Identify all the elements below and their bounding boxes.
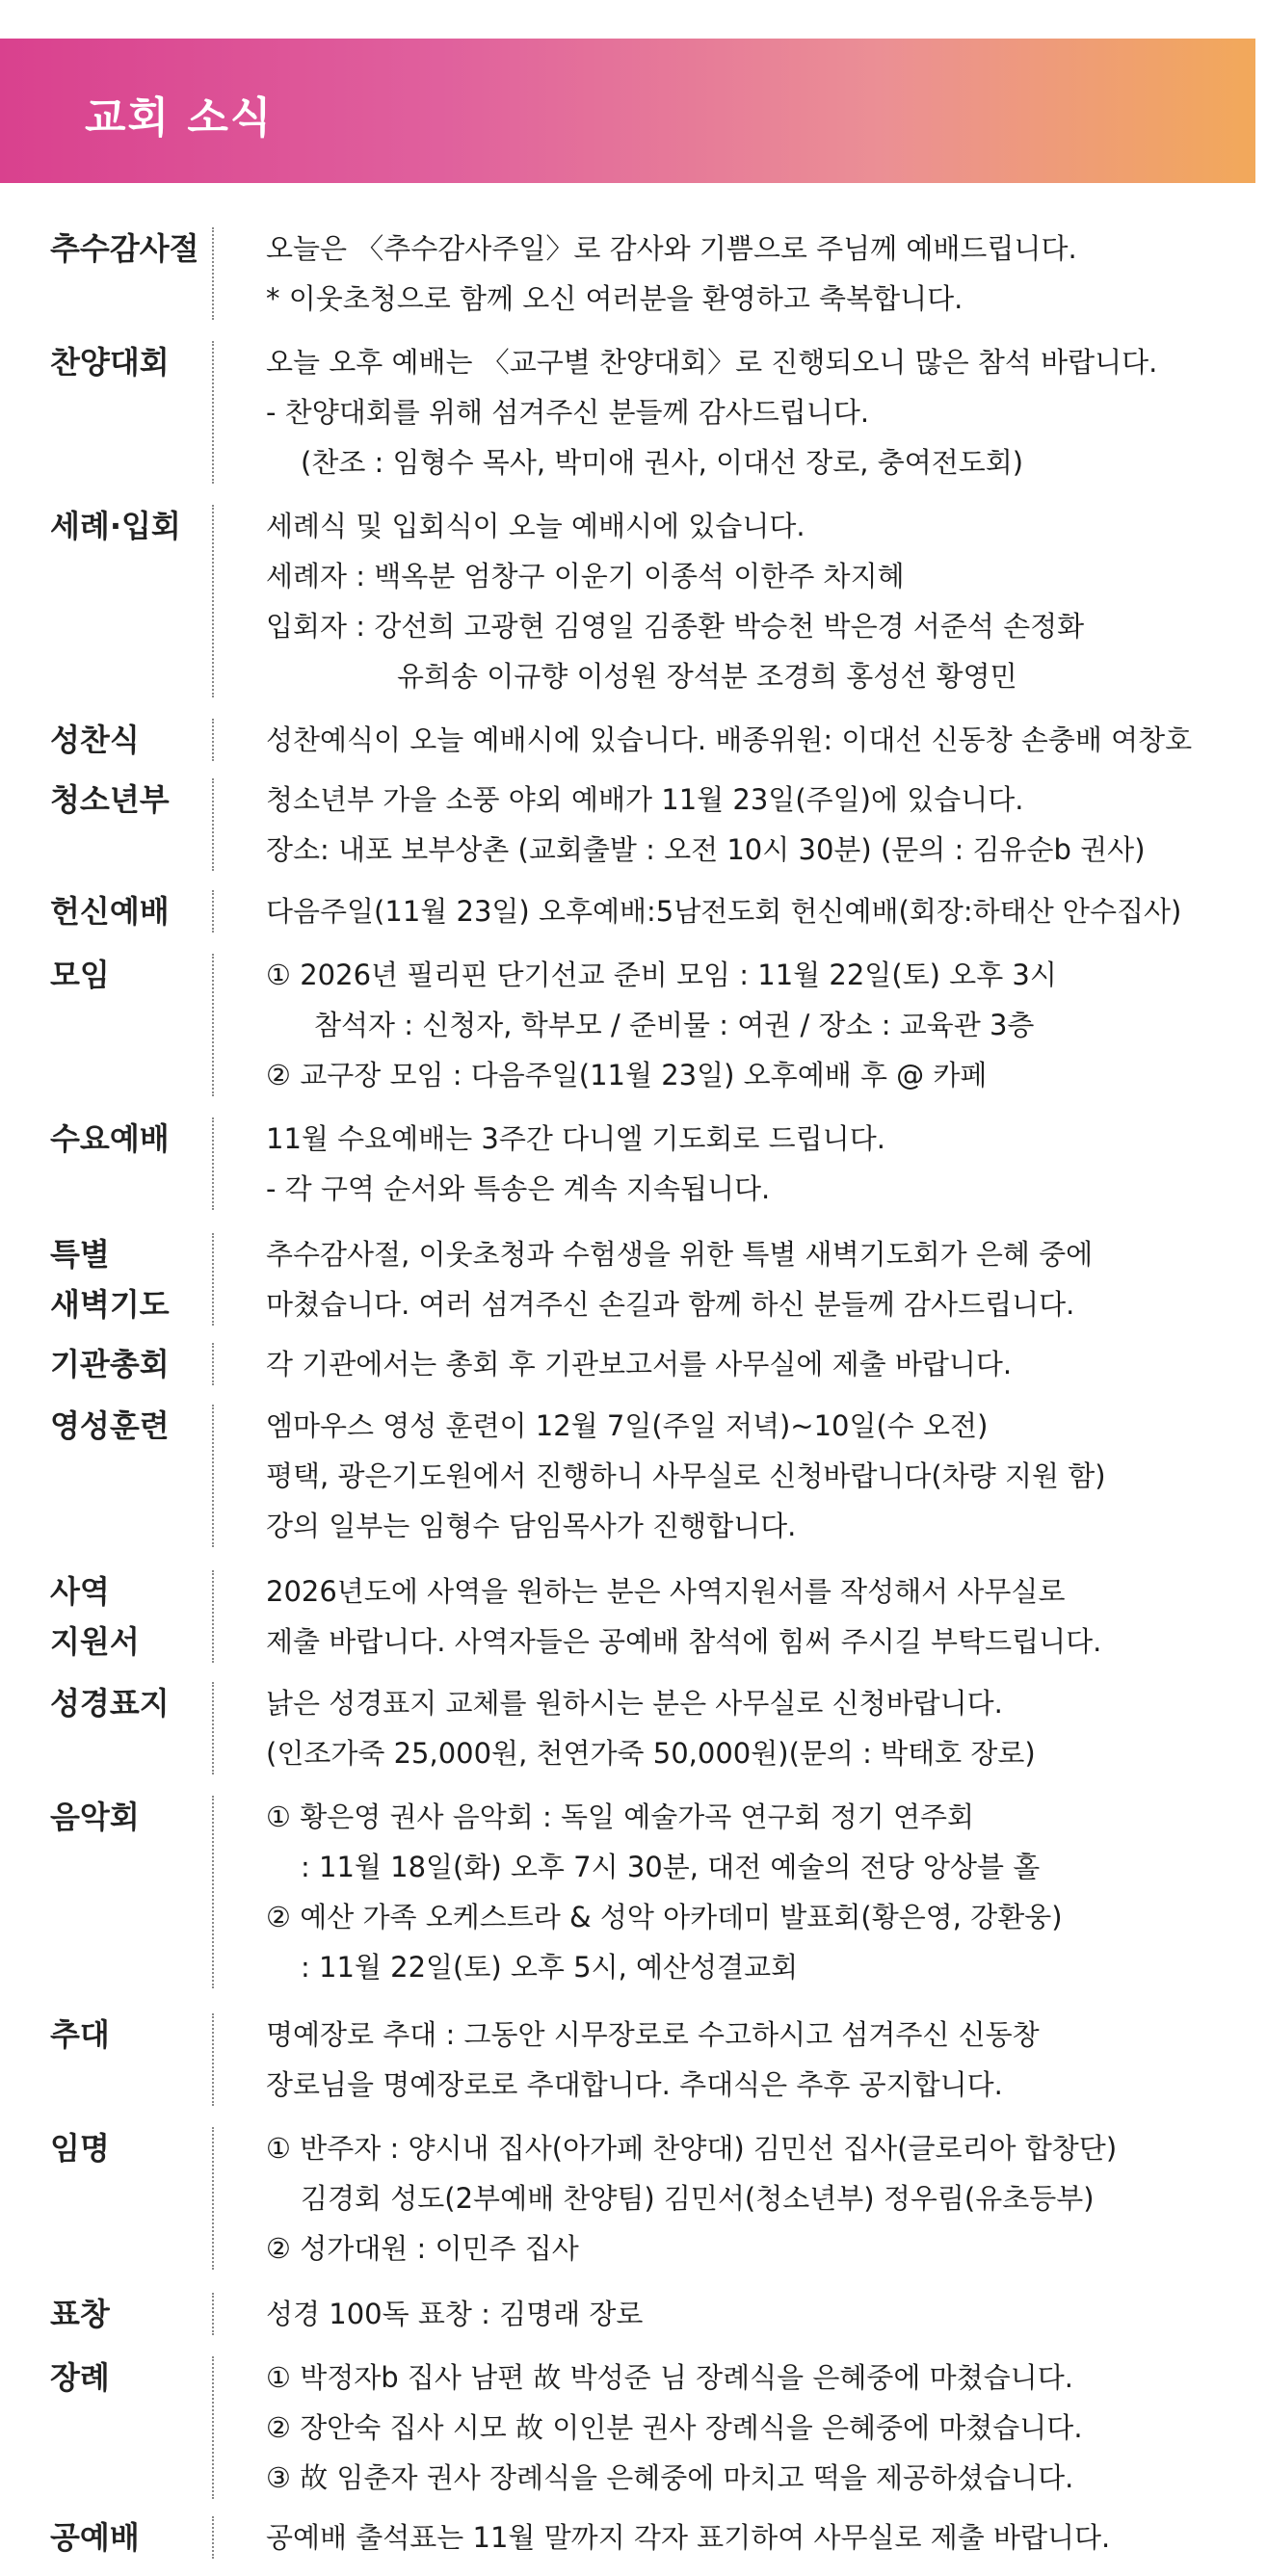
notice-label bbox=[50, 775, 200, 825]
notice-line: ② 교구장 모임 : 다음주일(11월 23일) 오후예배 후 @ 카페 bbox=[266, 1059, 988, 1091]
notice-label bbox=[50, 2512, 200, 2563]
dotted-divider bbox=[212, 1343, 214, 1385]
notice-label bbox=[50, 715, 200, 765]
notice-line: 세례식 및 입회식이 오늘 예배시에 있습니다. bbox=[266, 510, 805, 542]
notice-row bbox=[0, 2010, 1267, 2110]
notice-label bbox=[50, 223, 200, 274]
notice-list bbox=[0, 223, 1267, 2576]
notice-row bbox=[0, 950, 1267, 1100]
dotted-divider bbox=[212, 341, 214, 484]
dotted-divider bbox=[212, 719, 214, 761]
notice-content bbox=[266, 2512, 1239, 2563]
notice-row bbox=[0, 2123, 1267, 2274]
page-header bbox=[0, 39, 1255, 183]
notice-line: ② 장안숙 집사 시모 故 이인분 권사 장례식을 은혜중에 마쳤습니다. bbox=[266, 2411, 1083, 2444]
notice-content bbox=[266, 1401, 1239, 1551]
notice-line: 성찬예식이 오늘 예배시에 있습니다. 배종위원: 이대선 신동창 손충배 여창호 bbox=[266, 723, 1193, 756]
notice-label-text: 표창 bbox=[50, 2296, 110, 2332]
notice-line: 마쳤습니다. 여러 섬겨주신 손길과 함께 하신 분들께 감사드립니다. bbox=[266, 1288, 1075, 1321]
notice-line: : 11월 18일(화) 오후 7시 30분, 대전 예술의 전당 앙상블 홀 bbox=[301, 1851, 1041, 1883]
dotted-divider bbox=[212, 1405, 214, 1547]
notice-row bbox=[0, 1566, 1267, 1667]
dotted-divider bbox=[212, 505, 214, 697]
notice-label bbox=[50, 1401, 200, 1451]
notice-line: 명예장로 추대 : 그동안 시무장로로 수고하시고 섬겨주신 신동창 bbox=[266, 2018, 1040, 2051]
notice-row bbox=[0, 775, 1267, 875]
notice-label-text: 헌신예배 bbox=[50, 893, 170, 930]
notice-label-text: 추수감사절 bbox=[50, 230, 199, 267]
notice-label bbox=[50, 2010, 200, 2060]
notice-label-text: 특별 bbox=[50, 1236, 110, 1273]
notice-line: 강의 일부는 임형수 담임목사가 진행합니다. bbox=[266, 1510, 797, 1542]
notice-row bbox=[0, 2353, 1267, 2503]
dotted-divider bbox=[212, 2013, 214, 2106]
notice-label-text: 장례 bbox=[50, 2359, 110, 2396]
notice-line: 평택, 광은기도원에서 진행하니 사무실로 신청바랍니다(차량 지원 함) bbox=[266, 1459, 1106, 1492]
notice-line: 다음주일(11월 23일) 오후예배:5남전도회 헌신예배(회장:하태산 안수집사) bbox=[266, 895, 1182, 928]
notice-line: ② 예산 가족 오케스트라 & 성악 아카데미 발표회(황은영, 강환웅) bbox=[266, 1901, 1063, 1933]
notice-label-text: 지원서 bbox=[50, 1623, 140, 1660]
page-title: 교회 소식 bbox=[85, 93, 274, 143]
notice-line: 입회자 : 강선희 고광현 김영일 김종환 박승천 박은경 서준석 손정화 bbox=[266, 610, 1085, 643]
notice-content bbox=[266, 1339, 1239, 1389]
notice-content bbox=[266, 2123, 1239, 2274]
notice-label bbox=[50, 1792, 200, 1842]
notice-line: 엠마우스 영성 훈련이 12월 7일(주일 저녁)~10일(수 오전) bbox=[266, 1409, 989, 1442]
notice-label bbox=[50, 337, 200, 387]
notice-line: 추수감사절, 이웃초청과 수험생을 위한 특별 새벽기도회가 은혜 중에 bbox=[266, 1238, 1094, 1271]
dotted-divider bbox=[212, 2127, 214, 2270]
dotted-divider bbox=[212, 2516, 214, 2559]
notice-content bbox=[266, 1792, 1239, 1992]
notice-line: ① 황은영 권사 음악회 : 독일 예술가곡 연구회 정기 연주회 bbox=[266, 1801, 975, 1833]
notice-content bbox=[266, 950, 1239, 1100]
notice-line: 청소년부 가을 소풍 야외 예배가 11월 23일(주일)에 있습니다. bbox=[266, 783, 1024, 816]
dotted-divider bbox=[212, 1233, 214, 1326]
notice-label bbox=[50, 886, 200, 936]
notice-row bbox=[0, 2512, 1267, 2563]
notice-label bbox=[50, 501, 200, 551]
notice-label bbox=[50, 1114, 200, 1164]
notice-line: - 찬양대회를 위해 섬겨주신 분들께 감사드립니다. bbox=[266, 396, 870, 429]
notice-label-text: 모임 bbox=[50, 957, 110, 993]
notice-label-text: 음악회 bbox=[50, 1799, 140, 1835]
notice-label-text: 수요예배 bbox=[50, 1120, 170, 1157]
notice-content bbox=[266, 2010, 1239, 2110]
notice-label-text: 기관총회 bbox=[50, 1346, 170, 1382]
notice-label-text: 성찬식 bbox=[50, 722, 140, 758]
notice-label-text: 찬양대회 bbox=[50, 344, 170, 381]
notice-label bbox=[50, 1229, 200, 1329]
notice-row bbox=[0, 1339, 1267, 1389]
notice-line: 장소: 내포 보부상촌 (교회출발 : 오전 10시 30분) (문의 : 김유순b 권사) bbox=[266, 833, 1146, 866]
dotted-divider bbox=[212, 954, 214, 1096]
notice-label-text: 새벽기도 bbox=[50, 1286, 170, 1323]
notice-line: - 각 구역 순서와 특송은 계속 지속됩니다. bbox=[266, 1172, 771, 1205]
notice-content bbox=[266, 337, 1239, 487]
notice-row bbox=[0, 1792, 1267, 1992]
notice-line: ① 반주자 : 양시내 집사(아가페 찬양대) 김민선 집사(글로리아 합창단) bbox=[266, 2132, 1118, 2165]
notice-line: ① 박정자b 집사 남편 故 박성준 님 장례식을 은혜중에 마쳤습니다. bbox=[266, 2361, 1073, 2394]
notice-row bbox=[0, 501, 1267, 701]
notice-row bbox=[0, 223, 1267, 324]
notice-label bbox=[50, 1566, 200, 1667]
notice-label-text: 청소년부 bbox=[50, 781, 170, 818]
notice-line: 2026년도에 사역을 원하는 분은 사역지원서를 작성해서 사무실로 bbox=[266, 1575, 1066, 1608]
notice-line: * 이웃초청으로 함께 오신 여러분을 환영하고 축복합니다. bbox=[266, 282, 963, 315]
notice-label-text: 임명 bbox=[50, 2130, 110, 2167]
notice-line: 공예배 출석표는 11월 말까지 각자 표기하여 사무실로 제출 바랍니다. bbox=[266, 2521, 1111, 2554]
notice-label-text: 성경표지 bbox=[50, 1685, 170, 1722]
dotted-divider bbox=[212, 2293, 214, 2335]
notice-content bbox=[266, 1566, 1239, 1667]
notice-label-text: 추대 bbox=[50, 2016, 110, 2053]
notice-label bbox=[50, 2353, 200, 2403]
notice-line: 세례자 : 백옥분 엄창구 이운기 이종석 이한주 차지혜 bbox=[266, 560, 905, 592]
notice-line: (찬조 : 임형수 목사, 박미애 권사, 이대선 장로, 충여전도회) bbox=[301, 446, 1024, 479]
notice-line: 오늘은 〈추수감사주일〉로 감사와 기쁨으로 주님께 예배드립니다. bbox=[266, 232, 1077, 265]
notice-content bbox=[266, 1678, 1239, 1778]
notice-row bbox=[0, 2289, 1267, 2339]
dotted-divider bbox=[212, 1570, 214, 1663]
dotted-divider bbox=[212, 2356, 214, 2499]
notice-label-text: 공예배 bbox=[50, 2519, 140, 2556]
notice-row bbox=[0, 1678, 1267, 1778]
notice-row bbox=[0, 337, 1267, 487]
notice-label bbox=[50, 2289, 200, 2339]
notice-line: 낡은 성경표지 교체를 원하시는 분은 사무실로 신청바랍니다. bbox=[266, 1687, 1003, 1720]
dotted-divider bbox=[212, 890, 214, 933]
notice-content bbox=[266, 715, 1239, 765]
notice-label bbox=[50, 1678, 200, 1728]
notice-label-text: 세례·입회 bbox=[50, 508, 181, 544]
notice-label-text: 사역 bbox=[50, 1573, 110, 1610]
notice-line: 오늘 오후 예배는 〈교구별 찬양대회〉로 진행되오니 많은 참석 바랍니다. bbox=[266, 346, 1158, 379]
notice-content bbox=[266, 223, 1239, 324]
notice-content bbox=[266, 1229, 1239, 1329]
notice-content bbox=[266, 886, 1239, 936]
dotted-divider bbox=[212, 227, 214, 320]
notice-row bbox=[0, 1401, 1267, 1551]
notice-row bbox=[0, 715, 1267, 765]
notice-line: 11월 수요예배는 3주간 다니엘 기도회로 드립니다. bbox=[266, 1122, 885, 1155]
notice-content bbox=[266, 775, 1239, 875]
notice-line: (인조가죽 25,000원, 천연가죽 50,000원)(문의 : 박태호 장로) bbox=[266, 1737, 1036, 1770]
notice-label-text: 영성훈련 bbox=[50, 1407, 170, 1444]
notice-row bbox=[0, 1114, 1267, 1214]
notice-content bbox=[266, 2289, 1239, 2339]
notice-row bbox=[0, 1229, 1267, 1329]
dotted-divider bbox=[212, 1796, 214, 1988]
notice-label bbox=[50, 2123, 200, 2173]
notice-row bbox=[0, 886, 1267, 936]
notice-line: ③ 故 임춘자 권사 장례식을 은혜중에 마치고 떡을 제공하셨습니다. bbox=[266, 2461, 1074, 2494]
notice-line: ① 2026년 필리핀 단기선교 준비 모임 : 11월 22일(토) 오후 3시 bbox=[266, 959, 1057, 991]
notice-line: : 11월 22일(토) 오후 5시, 예산성결교회 bbox=[301, 1951, 799, 1984]
notice-line: ② 성가대원 : 이민주 집사 bbox=[266, 2232, 579, 2265]
notice-content bbox=[266, 501, 1239, 701]
dotted-divider bbox=[212, 1117, 214, 1210]
notice-content bbox=[266, 2353, 1239, 2503]
notice-line: 성경 100독 표창 : 김명래 장로 bbox=[266, 2298, 644, 2330]
notice-line: 제출 바랍니다. 사역자들은 공예배 참석에 힘써 주시길 부탁드립니다. bbox=[266, 1625, 1102, 1658]
notice-line: 장로님을 명예장로로 추대합니다. 추대식은 추후 공지합니다. bbox=[266, 2068, 1003, 2101]
dotted-divider bbox=[212, 1682, 214, 1774]
notice-line: 김경회 성도(2부예배 찬양팀) 김민서(청소년부) 정우림(유초등부) bbox=[301, 2182, 1095, 2215]
notice-content bbox=[266, 1114, 1239, 1214]
notice-line: 각 기관에서는 총회 후 기관보고서를 사무실에 제출 바랍니다. bbox=[266, 1348, 1013, 1380]
notice-line: 유희송 이규향 이성원 장석분 조경희 홍성선 황영민 bbox=[397, 660, 1017, 693]
notice-line: 참석자 : 신청자, 학부모 / 준비물 : 여권 / 장소 : 교육관 3층 bbox=[314, 1009, 1035, 1041]
notice-label bbox=[50, 1339, 200, 1389]
dotted-divider bbox=[212, 778, 214, 871]
notice-label bbox=[50, 950, 200, 1000]
